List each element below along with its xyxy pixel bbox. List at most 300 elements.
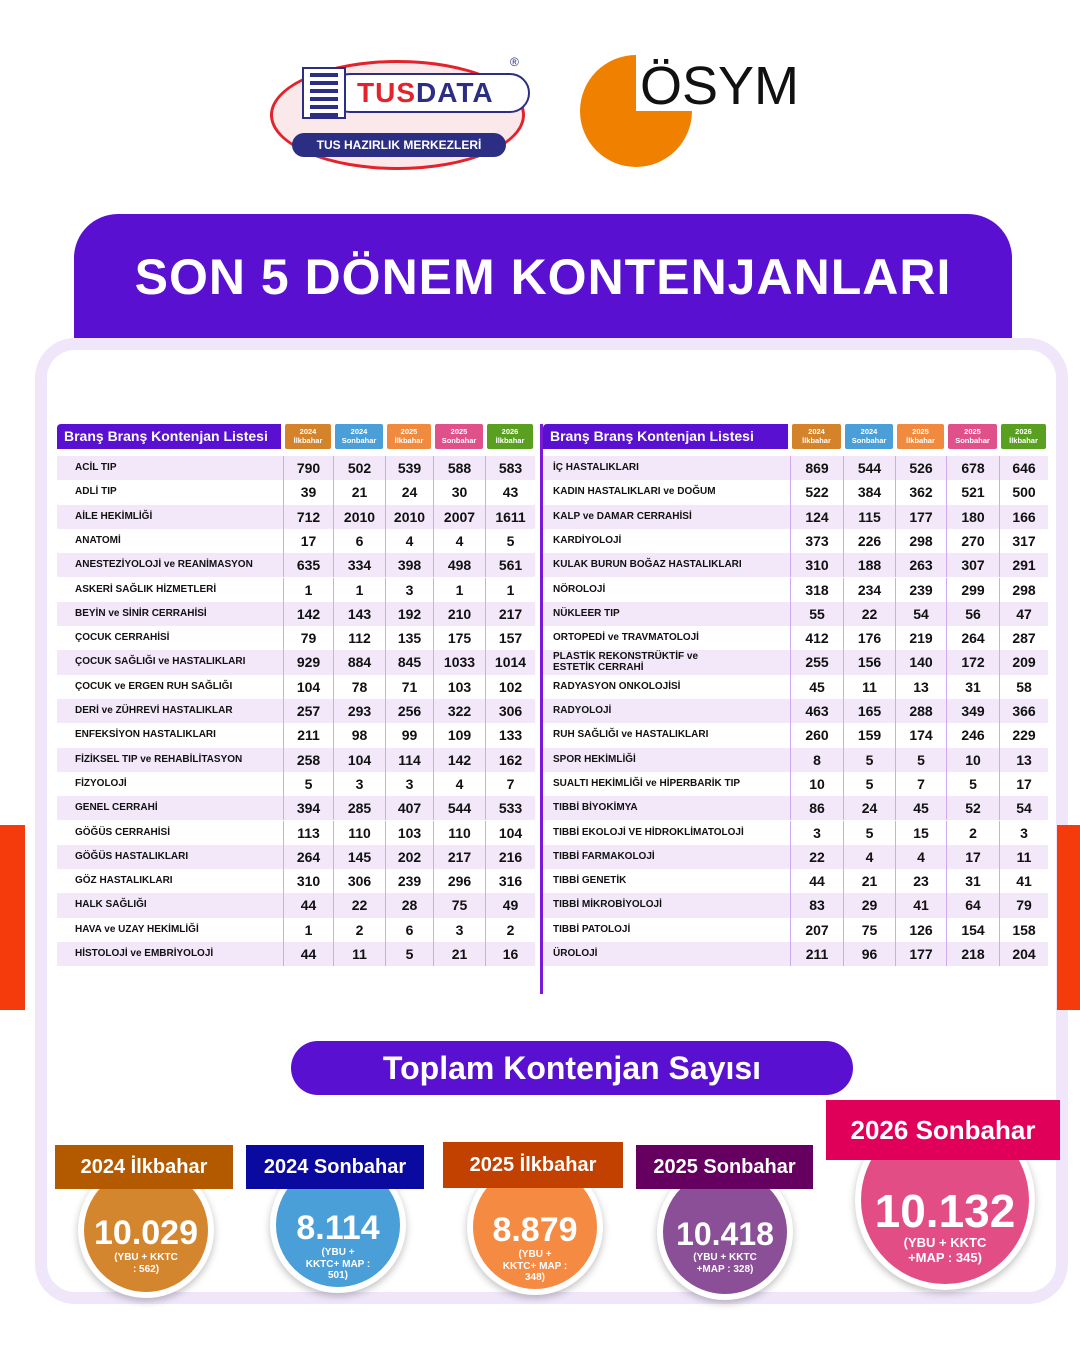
quota-value: 521 [946,480,999,504]
quota-value: 7 [485,772,535,796]
quota-value: 126 [895,918,946,942]
quota-value: 23 [895,869,946,893]
quota-value: 3 [999,821,1048,845]
quota-value: 544 [843,456,895,480]
quota-value: 318 [790,578,843,602]
column-year: 2026 [1015,427,1032,436]
quota-value: 869 [790,456,843,480]
quota-value: 219 [895,626,946,650]
branch-name: ANESTEZİYOLOJİ ve REANİMASYON [75,559,253,571]
total-note: (YBU + KKTC +MAP : 328) [693,1252,757,1275]
branch-name: KALP ve DAMAR CERRAHİSİ [553,510,692,522]
quota-value: 2 [333,918,385,942]
branch-name: AİLE HEKİMLİĞİ [75,510,153,522]
tusdata-wordmark: TUSDATA [330,73,530,113]
branch-name: TIBBİ MİKROBİYOLOJİ [553,899,662,911]
quota-value: 7 [895,772,946,796]
quota-value: 256 [385,699,433,723]
branch-name: ENFEKSİYON HASTALIKLARI [75,729,216,741]
total-note: (YBU + KKTC : 562) [114,1252,178,1275]
quota-value: 4 [843,845,895,869]
column-season: İlkbahar [293,436,323,445]
quota-value: 1 [283,918,333,942]
quota-value: 539 [385,456,433,480]
quota-value: 177 [895,505,946,529]
quota-value: 177 [895,942,946,966]
quota-value: 11 [843,675,895,699]
quota-value: 3 [433,918,485,942]
quota-value: 6 [333,529,385,553]
quota-value: 11 [333,942,385,966]
quota-value: 22 [333,893,385,917]
quota-value: 1033 [433,650,485,674]
table-row [57,748,535,772]
quota-value: 112 [333,626,385,650]
quota-value: 202 [385,845,433,869]
total-value: 10.418 [676,1216,774,1252]
side-accent-right [1057,825,1080,1010]
quota-value: 317 [999,529,1048,553]
column-header [487,424,533,449]
quota-value: 78 [333,675,385,699]
quota-value: 114 [385,748,433,772]
quota-value: 110 [433,821,485,845]
quota-value: 246 [946,723,999,747]
branch-name: ADLİ TIP [75,486,117,498]
table-row [57,772,535,796]
quota-value: 8 [790,748,843,772]
totals-title: Toplam Kontenjan Sayısı [291,1041,853,1095]
quota-table-right [540,424,1045,994]
quota-value: 56 [946,602,999,626]
quota-value: 257 [283,699,333,723]
quota-value: 109 [433,723,485,747]
quota-value: 500 [999,480,1048,504]
quota-value: 83 [790,893,843,917]
quota-value: 2 [485,918,535,942]
quota-value: 4 [895,845,946,869]
total-note: (YBU + KKTC +MAP : 345) [903,1235,987,1265]
branch-name: TIBBİ PATOLOJİ [553,923,631,935]
column-season: Sonbahar [955,436,990,445]
quota-value: 52 [946,796,999,820]
column-season: İlkbahar [906,436,935,445]
branch-name: FİZYOLOJİ [75,777,127,789]
branch-name: GÖĞÜS CERRAHİSİ [75,826,171,838]
quota-value: 526 [895,456,946,480]
quota-value: 207 [790,918,843,942]
column-season: İlkbahar [495,436,525,445]
quota-value: 41 [895,893,946,917]
table-row [57,602,535,626]
quota-value: 712 [283,505,333,529]
quota-value: 5 [385,942,433,966]
quota-value: 2007 [433,505,485,529]
quota-value: 298 [895,529,946,553]
quota-value: 3 [790,821,843,845]
total-note: (YBU + KKTC+ MAP : 501) [305,1247,371,1281]
branch-name: TIBBİ EKOLOJİ VE HİDROKLİMATOLOJİ [553,826,744,838]
quota-value: 334 [333,553,385,577]
quota-value: 1 [283,578,333,602]
table-row [57,626,535,650]
quota-value: 11 [999,845,1048,869]
branch-name: NÜKLEER TIP [553,607,620,619]
column-year: 2024 [808,427,825,436]
tusdata-subtitle: TUS HAZIRLIK MERKEZLERİ [292,133,506,157]
quota-value: 5 [895,748,946,772]
tusdata-emblem-icon [302,67,346,119]
quota-value: 306 [485,699,535,723]
table-row [57,942,535,966]
quota-value: 4 [433,772,485,796]
quota-value: 218 [946,942,999,966]
branch-name: KULAK BURUN BOĞAZ HASTALIKLARI [553,559,742,571]
branch-name: RADYASYON ONKOLOJİSİ [553,680,681,692]
branch-name: RADYOLOJİ [553,705,612,716]
quota-value: 522 [790,480,843,504]
quota-value: 124 [790,505,843,529]
column-header [435,424,483,449]
osym-logo [580,55,820,170]
table-row [543,821,1048,845]
table-row [543,748,1048,772]
quota-value: 1 [485,578,535,602]
quota-value: 17 [999,772,1048,796]
quota-value: 1 [333,578,385,602]
quota-value: 239 [895,578,946,602]
total-value: 8.879 [492,1211,578,1249]
branch-name: TIBBİ BİYOKİMYA [553,802,638,814]
branch-name: KADIN HASTALIKLARI ve DOĞUM [553,486,716,498]
quota-value: 384 [843,480,895,504]
quota-value: 322 [433,699,485,723]
column-header [335,424,383,449]
table-row [57,456,535,480]
table-row [543,869,1048,893]
quota-value: 159 [843,723,895,747]
column-season: Sonbahar [341,436,377,445]
quota-value: 79 [999,893,1048,917]
quota-value: 142 [283,602,333,626]
quota-value: 884 [333,650,385,674]
quota-value: 47 [999,602,1048,626]
table-row [543,553,1048,577]
quota-value: 544 [433,796,485,820]
column-year: 2025 [964,427,981,436]
table-title: Branş Branş Kontenjan Listesi [543,424,788,449]
total-note: (YBU + KKTC+ MAP : 348) [502,1249,568,1283]
quota-value: 43 [485,480,535,504]
total-value: 10.029 [94,1214,198,1252]
total-label: 2024 İlkbahar [55,1145,233,1189]
quota-value: 310 [283,869,333,893]
quota-value: 140 [895,650,946,674]
table-row [57,529,535,553]
quota-value: 291 [999,553,1048,577]
quota-value: 307 [946,553,999,577]
quota-value: 104 [485,821,535,845]
quota-value: 44 [790,869,843,893]
quota-value: 2010 [333,505,385,529]
side-accent-left [0,825,25,1010]
quota-value: 102 [485,675,535,699]
quota-value: 5 [485,529,535,553]
column-header [792,424,841,449]
quota-value: 366 [999,699,1048,723]
quota-value: 135 [385,626,433,650]
branch-name: GÖĞÜS HASTALIKLARI [75,850,189,862]
quota-value: 45 [895,796,946,820]
table-row [543,505,1048,529]
table-row [543,650,1048,674]
quota-value: 28 [385,893,433,917]
column-header [845,424,893,449]
quota-value: 362 [895,480,946,504]
page-title: SON 5 DÖNEM KONTENJANLARI [74,214,1012,340]
quota-value: 234 [843,578,895,602]
quota-value: 41 [999,869,1048,893]
quota-value: 24 [385,480,433,504]
quota-value: 209 [999,650,1048,674]
branch-name: ACİL TIP [75,462,117,473]
table-row [57,918,535,942]
quota-value: 239 [385,869,433,893]
quota-value: 165 [843,699,895,723]
quota-value: 373 [790,529,843,553]
branch-name: RUH SAĞLIĞI ve HASTALIKLARI [553,729,709,741]
total-value: 8.114 [296,1209,380,1247]
column-season: Sonbahar [851,436,887,445]
branch-name: BEYİN ve SİNİR CERRAHİSİ [75,607,207,619]
table-row [543,480,1048,504]
quota-value: 10 [790,772,843,796]
quota-value: 5 [843,748,895,772]
quota-value: 17 [946,845,999,869]
quota-value: 394 [283,796,333,820]
quota-value: 502 [333,456,385,480]
quota-value: 3 [385,578,433,602]
quota-value: 216 [485,845,535,869]
quota-value: 310 [790,553,843,577]
quota-value: 10 [946,748,999,772]
table-row [543,918,1048,942]
quota-value: 31 [946,675,999,699]
table-row [57,505,535,529]
column-year: 2024 [350,427,368,436]
quota-value: 299 [946,578,999,602]
quota-value: 3 [333,772,385,796]
quota-value: 929 [283,650,333,674]
quota-value: 5 [946,772,999,796]
branch-name: TIBBİ GENETİK [553,875,627,887]
quota-value: 64 [946,893,999,917]
quota-value: 113 [283,821,333,845]
quota-value: 561 [485,553,535,577]
quota-value: 349 [946,699,999,723]
branch-name: FİZİKSEL TIP ve REHABİLİTASYON [75,753,243,765]
quota-value: 21 [843,869,895,893]
table-row [543,723,1048,747]
branch-name: GÖZ HASTALIKLARI [75,875,173,887]
quota-value: 258 [283,748,333,772]
quota-value: 96 [843,942,895,966]
branch-name: GENEL CERRAHİ [75,802,158,814]
quota-value: 157 [485,626,535,650]
column-header [387,424,431,449]
quota-value: 2010 [385,505,433,529]
total-value: 10.132 [874,1185,1016,1237]
column-header [897,424,944,449]
quota-value: 13 [895,675,946,699]
quota-value: 306 [333,869,385,893]
quota-value: 103 [385,821,433,845]
quota-value: 583 [485,456,535,480]
quota-value: 5 [843,821,895,845]
quota-value: 1014 [485,650,535,674]
quota-value: 646 [999,456,1048,480]
quota-value: 217 [433,845,485,869]
quota-value: 29 [843,893,895,917]
quota-value: 226 [843,529,895,553]
quota-value: 174 [895,723,946,747]
quota-value: 39 [283,480,333,504]
quota-value: 145 [333,845,385,869]
quota-value: 103 [433,675,485,699]
column-header [285,424,331,449]
branch-name: ÇOCUK CERRAHİSİ [75,632,170,644]
table-row [57,723,535,747]
quota-value: 166 [999,505,1048,529]
table-row [57,869,535,893]
quota-value: 31 [946,869,999,893]
branch-name: NÖROLOJİ [553,583,606,595]
osym-wordmark: ÖSYM [640,56,800,116]
quota-value: 22 [843,602,895,626]
quota-value: 172 [946,650,999,674]
quota-value: 133 [485,723,535,747]
quota-value: 4 [433,529,485,553]
quota-value: 2 [946,821,999,845]
column-year: 2025 [400,427,418,436]
quota-value: 264 [946,626,999,650]
quota-value: 211 [283,723,333,747]
table-title: Branş Branş Kontenjan Listesi [57,424,281,449]
quota-value: 845 [385,650,433,674]
quota-value: 1611 [485,505,535,529]
quota-value: 176 [843,626,895,650]
branch-name: PLASTİK REKONSTRÜKTİF ve ESTETİK CERRAHİ [553,651,699,674]
branch-name: ÜROLOJİ [553,948,598,959]
table-row [57,699,535,723]
quota-value: 255 [790,650,843,674]
table-row [543,578,1048,602]
column-year: 2025 [450,427,468,436]
quota-value: 264 [283,845,333,869]
branch-name: HİSTOLOJİ ve EMBRİYOLOJİ [75,948,214,959]
column-header [1001,424,1046,449]
quota-value: 104 [333,748,385,772]
quota-value: 211 [790,942,843,966]
quota-value: 5 [283,772,333,796]
branch-name: ÇOCUK SAĞLIĞI ve HASTALIKLARI [75,656,246,668]
quota-value: 533 [485,796,535,820]
total-label: 2025 Sonbahar [636,1145,813,1189]
quota-value: 790 [283,456,333,480]
quota-value: 110 [333,821,385,845]
quota-value: 498 [433,553,485,577]
table-row [543,602,1048,626]
table-row [543,529,1048,553]
quota-value: 270 [946,529,999,553]
branch-name: HALK SAĞLIĞI [75,899,147,911]
quota-value: 156 [843,650,895,674]
quota-value: 412 [790,626,843,650]
quota-value: 298 [999,578,1048,602]
quota-value: 30 [433,480,485,504]
quota-value: 99 [385,723,433,747]
quota-value: 44 [283,893,333,917]
quota-value: 210 [433,602,485,626]
column-year: 2024 [299,427,317,436]
quota-value: 1 [433,578,485,602]
column-year: 2026 [501,427,519,436]
table-row [543,942,1048,966]
branch-name: SPOR HEKİMLİĞİ [553,753,636,765]
column-header [948,424,997,449]
quota-value: 293 [333,699,385,723]
table-row [57,480,535,504]
quota-value: 588 [433,456,485,480]
quota-value: 104 [283,675,333,699]
quota-value: 142 [433,748,485,772]
quota-value: 285 [333,796,385,820]
quota-value: 22 [790,845,843,869]
table-row [543,626,1048,650]
quota-value: 407 [385,796,433,820]
tusdata-logo: TUSDATA ® TUS HAZIRLIK MERKEZLERİ [270,55,530,170]
quota-value: 71 [385,675,433,699]
quota-value: 44 [283,942,333,966]
table-row [57,650,535,674]
quota-value: 13 [999,748,1048,772]
quota-value: 162 [485,748,535,772]
quota-value: 188 [843,553,895,577]
quota-value: 180 [946,505,999,529]
branch-name: ÇOCUK ve ERGEN RUH SAĞLIĞI [75,680,233,692]
quota-value: 288 [895,699,946,723]
quota-value: 21 [433,942,485,966]
table-row [543,456,1048,480]
quota-value: 75 [433,893,485,917]
column-season: Sonbahar [441,436,477,445]
branch-name: KARDİYOLOJİ [553,534,622,546]
branch-name: DERİ ve ZÜHREVİ HASTALIKLAR [75,705,233,716]
table-row [57,578,535,602]
quota-value: 154 [946,918,999,942]
quota-table-left [57,424,535,994]
total-label: 2026 Sonbahar [826,1100,1060,1160]
quota-value: 635 [283,553,333,577]
branch-name: İÇ HASTALIKLARI [553,462,639,473]
quota-value: 204 [999,942,1048,966]
branch-name: ASKERİ SAĞLIK HİZMETLERİ [75,583,217,595]
quota-value: 115 [843,505,895,529]
table-row [57,553,535,577]
quota-value: 678 [946,456,999,480]
quota-value: 463 [790,699,843,723]
quota-value: 49 [485,893,535,917]
